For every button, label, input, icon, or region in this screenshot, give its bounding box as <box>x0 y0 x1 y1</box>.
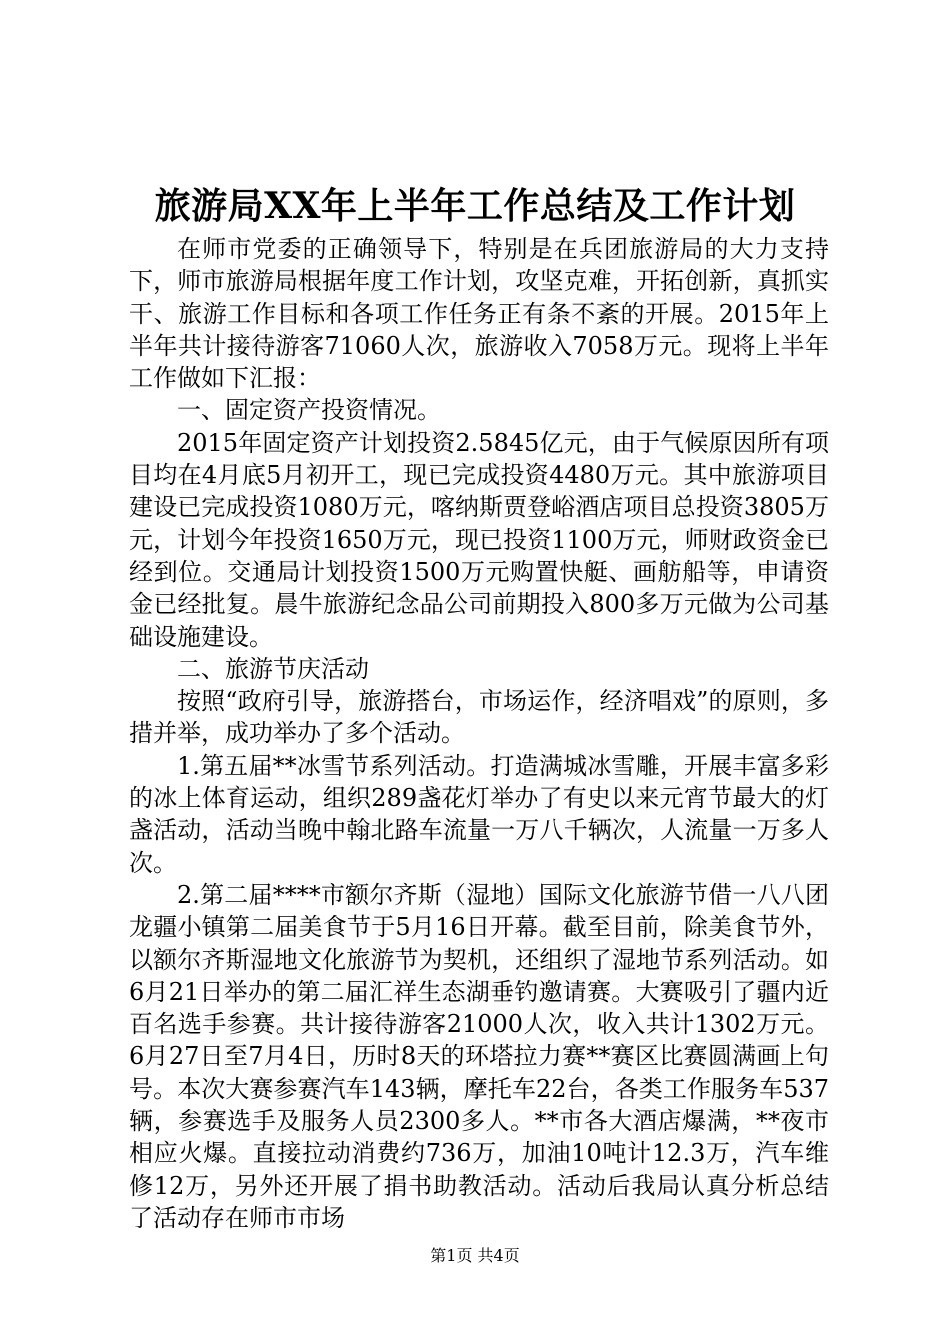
intro-paragraph: 在师市党委的正确领导下，特别是在兵团旅游局的大力支持下，师市旅游局根据年度工作计划，攻坚克难，开拓创新，真抓实干、旅游工作目标和各项工作任务正有条不紊的开展。2015年上半年共计接待游客71060人次，旅游收入7058万元。现将上半年工作做如下汇报： <box>129 235 829 393</box>
ice-snow-festival-paragraph: 1.第五届**冰雪节系列活动。打造满城冰雪雕，开展丰富多彩的冰上体育运动，组织289盏花灯举办了有史以来元宵节最大的灯盏活动，活动当晚中翰北路车流量一万八千辆次，人流量一万多人次。 <box>129 751 829 877</box>
festivals-intro-paragraph: 按照“政府引导，旅游搭台，市场运作，经济唱戏”的原则，多措并举，成功举办了多个活动。 <box>129 687 829 748</box>
wetland-festival-paragraph: 2.第二届****市额尔齐斯（湿地）国际文化旅游节借一八八团龙疆小镇第二届美食节于5月16日开幕。截至目前，除美食节外，以额尔齐斯湿地文化旅游节为契机，还组织了湿地节系列活动。如6月21日举办的第二届汇祥生态湖垂钓邀请赛。大赛吸引了疆内近百名选手参赛。共计接待游客21000人次，收入共计1302万元。6月27日至7月4日，历时8天的环塔拉力赛**赛区比赛圆满画上句号。本次大赛参赛汽车143辆，摩托车22台，各类工作服务车537辆，参赛选手及服务人员2300多人。**市各大酒店爆满，**夜市相应火爆。直接拉动消费约736万，加油10吨计12.3万，汽车维修12万，另外还开展了捐书助教活动。活动后我局认真分析总结了活动存在师市市场 <box>129 880 829 1232</box>
document-title: 旅游局XX年上半年工作总结及工作计划 <box>154 185 796 227</box>
section-heading-investment: 一、固定资产投资情况。 <box>177 396 441 425</box>
section-heading-festivals: 二、旅游节庆活动 <box>177 654 369 683</box>
document-body <box>129 233 829 1234</box>
investment-paragraph: 2015年固定资产计划投资2.5845亿元，由于气候原因所有项目均在4月底5月初开工，现已完成投资4480万元。其中旅游项目建设已完成投资1080万元，喀纳斯贾登峪酒店项目总投资3805万元，计划今年投资1650万元，现已投资1100万元，师财政资金已经到位。交通局计划投资1500万元购置快艇、画舫船等，申请资金已经批复。晨牛旅游纪念品公司前期投入800多万元做为公司基础设施建设。 <box>129 428 829 651</box>
page-number-footer: 第1页 共4页 <box>430 1246 520 1265</box>
